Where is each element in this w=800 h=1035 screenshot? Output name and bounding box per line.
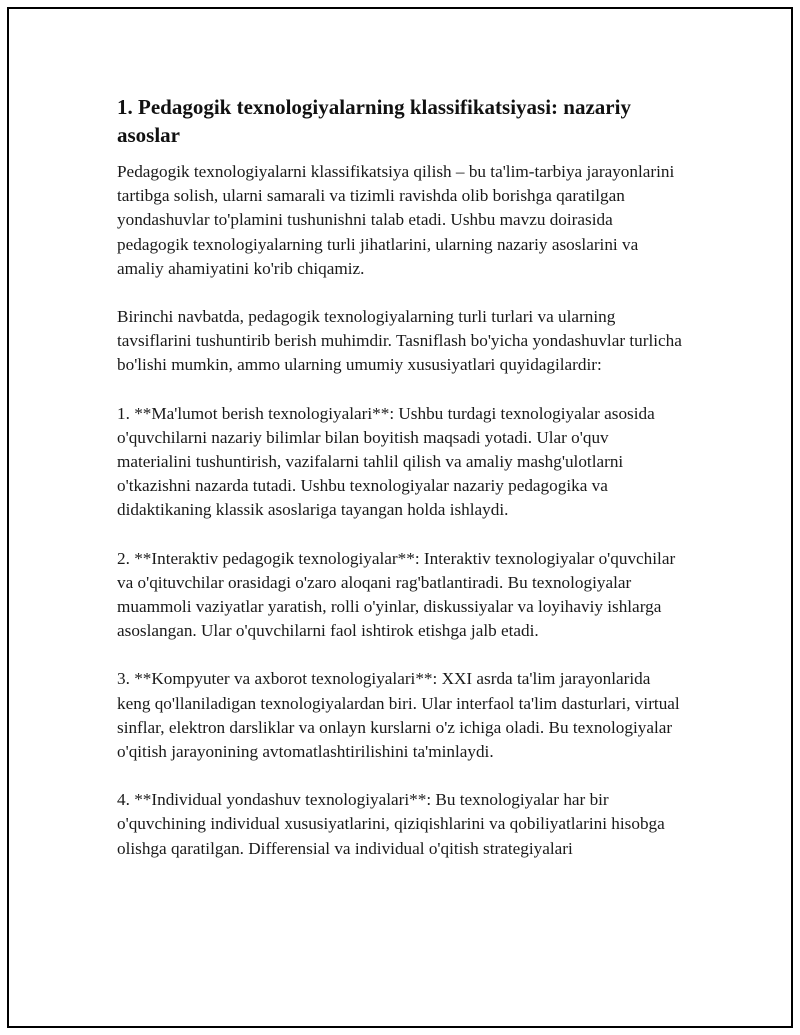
list-item-computer-technologies: 3. **Kompyuter va axborot texnologiyalari**: XXI asrda ta'lim jarayonlarida keng qo'llaniladigan texnologiyalardan biri. Ular interfaol ta'lim dasturlari, virtual sinflar, elektron darsliklar va onlayn kurslarni o'z ichiga oladi. Bu texnologiyalar o'qitish jarayonining avtomatlashtirilishini ta'minlaydi. xyxy=(117,669,680,762)
list-item-individual-approach: 4. **Individual yondashuv texnologiyalari**: Bu texnologiyalar har bir o'quvchining individual xususiyatlarini, qiziqishlarini va qobiliyatlarini hisobga olishga qaratilgan. Differensial va individual o'qitish strategiyalari xyxy=(117,790,665,858)
intro-paragraph: Pedagogik texnologiyalarni klassifikatsiya qilish – bu ta'lim-tarbiya jarayonlarini tartibga solish, ularni samarali va tizimli ravishda olib borishga qaratilgan yondashuvlar to'plamini tushunishni talab etadi. Ushbu mavzu doirasida pedagogik texnologiyalarning turli jihatlarini, ularning nazariy asoslarini va amaliy ahamiyatini ko'rib chiqamiz. xyxy=(117,162,675,278)
overview-paragraph: Birinchi navbatda, pedagogik texnologiyalarning turli turlari va ularning tavsiflarini tushuntirib berish muhimdir. Tasniflash bo'yicha yondashuvlar turlicha bo'lishi mumkin, ammo ularning umumiy xususiyatlari quyidagilardir: xyxy=(117,307,682,375)
section-heading: 1. Pedagogik texnologiyalarning klassifikatsiyasi: nazariy asoslar xyxy=(117,95,631,147)
list-item-information-technologies: 1. **Ma'lumot berish texnologiyalari**: Ushbu turdagi texnologiyalar asosida o'quvchilarni nazariy bilimlar bilan boyitish maqsadi yotadi. Ular o'quv materialini tushuntirish, vazifalarni tahlil qilish va amaliy mashg'ulotlarni o'tkazishni nazarda tutadi. Ushbu texnologiyalar nazariy pedagogika va didaktikaning klassik asoslariga tayangan holda ishlaydi. xyxy=(117,403,655,520)
list-item-interactive-technologies: 2. **Interaktiv pedagogik texnologiyalar**: Interaktiv texnologiyalar o'quvchilar va o'qituvchilar orasidagi o'zaro aloqani rag'batlantiradi. Bu texnologiyalar muammoli vaziyatlar yaratish, rolli o'yinlar, diskussiyalar va loyihaviy ishlarga asoslangan. Ular o'quvchilarni faol ishtirok etishga jalb etadi. xyxy=(117,548,676,641)
document-body xyxy=(117,93,683,885)
